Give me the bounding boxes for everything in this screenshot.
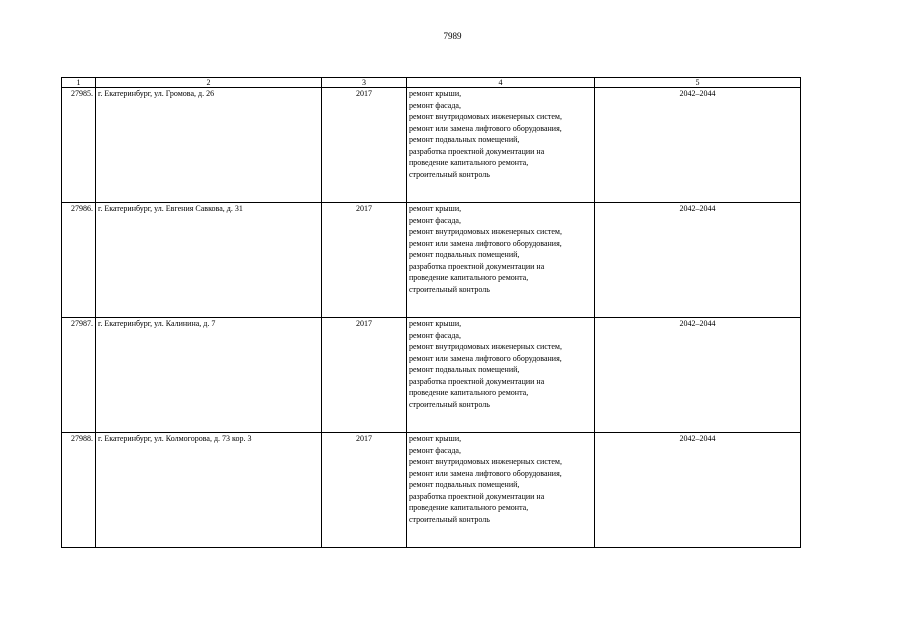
work-item: ремонт подвальных помещений, [409,250,520,259]
row-year: 2017 [322,433,407,548]
table-row [62,433,801,548]
row-address: г. Екатеринбург, ул. Калинина, д. 7 [96,318,322,433]
row-year: 2017 [322,88,407,203]
row-number: 27985. [62,88,96,203]
work-item: разработка проектной документации на [409,261,545,271]
work-item: проведение капитального ремонта, [409,503,529,512]
row-works-list [407,433,595,548]
row-year: 2017 [322,203,407,318]
work-item: ремонт подвальных помещений, [409,480,520,489]
work-item: строительный контроль [409,284,490,294]
work-item: строительный контроль [409,514,490,524]
work-item: ремонт внутридомовых инженерных систем, [409,457,562,466]
row-works-list [407,318,595,433]
row-number: 27988. [62,433,96,548]
work-item: проведение капитального ремонта, [409,388,529,397]
work-item: разработка проектной документации на [409,491,545,501]
work-item: ремонт крыши, [409,89,462,98]
row-number: 27987. [62,318,96,433]
work-item: строительный контроль [409,169,490,179]
work-item: разработка проектной документации на [409,376,545,386]
work-item: ремонт подвальных помещений, [409,135,520,144]
work-item: ремонт или замена лифтового оборудования, [409,468,562,478]
work-item: ремонт или замена лифтового оборудования, [409,238,562,248]
work-item: ремонт или замена лифтового оборудования, [409,123,562,133]
row-address: г. Екатеринбург, ул. Евгения Савкова, д. 31 [96,203,322,318]
row-address: г. Екатеринбург, ул. Громова, д. 26 [96,88,322,203]
work-item: ремонт подвальных помещений, [409,365,520,374]
work-item: проведение капитального ремонта, [409,273,529,282]
table-row [62,88,801,203]
row-year: 2017 [322,318,407,433]
table-row [62,203,801,318]
column-header-2: 2 [96,78,322,88]
row-number: 27986. [62,203,96,318]
work-item: ремонт крыши, [409,319,462,328]
work-item: ремонт внутридомовых инженерных систем, [409,342,562,351]
row-works-list [407,88,595,203]
work-item: разработка проектной документации на [409,146,545,156]
row-period: 2042–2044 [595,433,801,548]
column-number-row [62,78,801,88]
row-address: г. Екатеринбург, ул. Колмогорова, д. 73 кор. 3 [96,433,322,548]
work-item: ремонт фасада, [409,215,461,225]
table-row [62,318,801,433]
column-header-4: 4 [407,78,595,88]
work-item: проведение капитального ремонта, [409,158,529,167]
work-item: ремонт фасада, [409,100,461,110]
work-item: ремонт крыши, [409,204,462,213]
capital-repair-table [61,77,801,548]
work-item: ремонт фасада, [409,445,461,455]
work-item: строительный контроль [409,399,490,409]
column-header-5: 5 [595,78,801,88]
row-works-list [407,203,595,318]
page-number: 7989 [443,31,462,41]
row-period: 2042–2044 [595,88,801,203]
column-header-3: 3 [322,78,407,88]
row-period: 2042–2044 [595,203,801,318]
work-item: ремонт внутридомовых инженерных систем, [409,112,562,121]
work-item: ремонт или замена лифтового оборудования, [409,353,562,363]
column-header-1: 1 [62,78,96,88]
row-period: 2042–2044 [595,318,801,433]
work-item: ремонт внутридомовых инженерных систем, [409,227,562,236]
work-item: ремонт фасада, [409,330,461,340]
work-item: ремонт крыши, [409,434,462,443]
